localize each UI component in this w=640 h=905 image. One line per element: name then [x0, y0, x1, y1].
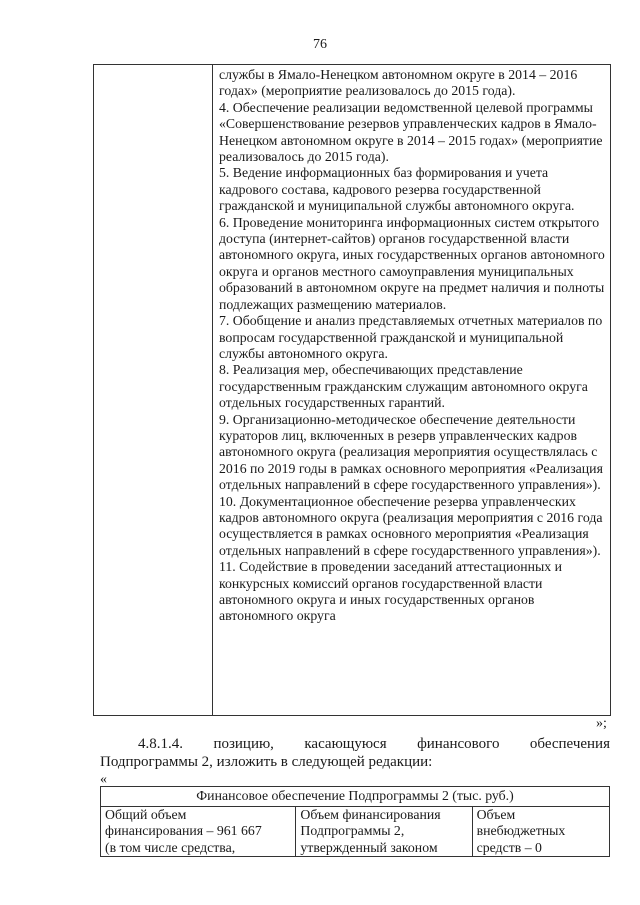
- cell-line: средств – 0: [476, 839, 542, 855]
- cell-line: Общий объем: [105, 806, 187, 822]
- cell-line: Объем: [476, 806, 516, 822]
- amendment-number: 4.8.1.4.: [138, 736, 183, 752]
- finance-table-caption: Финансовое обеспечение Подпрограммы 2 (тыс. руб.): [101, 787, 610, 807]
- amendment-word: позицию,: [213, 736, 274, 752]
- amendment-first-line: [100, 735, 610, 753]
- measure-item: 6. Проведение мониторинга информационных систем открытого доступа (интернет-сайтов) органов государственной власти автономного округа, иных государственных органов автономного округа и органов местного самоуправления муниципальных образований в автономном округе на предмет наличия и полноты подлежащих размещению материалов.: [219, 214, 605, 312]
- amendment-word: финансового: [417, 736, 500, 752]
- cell-line: финансирования – 961 667: [105, 823, 262, 838]
- measure-item: 9. Организационно-методическое обеспечение деятельности кураторов лиц, включенных в резерв управленческих кадров автономного округа (реализация мероприятия осуществлялась с 2016 по 2019 годы в рамках основного мероприятия «Реализация отдельных направлений в сфере государственного управления»).: [219, 411, 603, 493]
- cell-line: Подпрограммы 2,: [300, 823, 405, 838]
- finance-table-caption-row: [101, 787, 610, 807]
- total-funding-cell: [101, 806, 296, 857]
- opening-quote: «: [100, 772, 107, 787]
- measures-list: [219, 67, 609, 625]
- amendment-paragraph: [100, 735, 610, 771]
- measure-item: 8. Реализация мер, обеспечивающих представление государственным гражданским служащим автономного округа отдельных государственных гарантий.: [219, 362, 588, 411]
- amendment-word: касающуюся: [304, 736, 387, 752]
- measures-table: [93, 64, 611, 716]
- table-column-divider: [212, 65, 213, 715]
- finance-table: [100, 786, 610, 857]
- program-funding-cell: [296, 806, 472, 857]
- page-number: 76: [313, 37, 327, 52]
- closing-quote: »;: [596, 716, 607, 731]
- cell-line: внебюджетных: [476, 823, 566, 838]
- amendment-word: обеспечения: [529, 736, 610, 752]
- measure-item: 5. Ведение информационных баз формирования и учета кадрового состава, кадрового резерва государственной гражданской и муниципальной службы автономного округа.: [219, 165, 575, 214]
- measure-item: 7. Обобщение и анализ представляемых отчетных материалов по вопросам государственной гражданской и муниципальной службы автономного округа.: [219, 313, 603, 361]
- cell-line: Объем финансирования: [300, 806, 441, 822]
- measure-item: 10. Документационное обеспечение резерва управленческих кадров автономного округа (реализация мероприятия с 2016 года осуществляется в рамках основного мероприятия «Реализация отдельных направлений в сфере государственного управления»).: [219, 493, 603, 558]
- cell-line: (в том числе средства,: [105, 839, 236, 855]
- extrabudgetary-funding-cell: [472, 806, 609, 857]
- amendment-second-line: Подпрограммы 2, изложить в следующей редакции:: [100, 754, 433, 770]
- measure-item: 4. Обеспечение реализации ведомственной целевой программы «Совершенствование резервов управленческих кадров в Ямало-Ненецком автономном округе в 2014 – 2015 годах» (мероприятие реализовалось до 2015 года).: [219, 99, 603, 165]
- measure-item: 11. Содействие в проведении заседаний аттестационных и конкурсных комиссий органов государственной власти автономного округа и иных государственных органов автономного округа: [219, 559, 563, 624]
- cell-line: утвержденный законом: [300, 839, 438, 855]
- measure-item: службы в Ямало-Ненецком автономном округе в 2014 – 2016 годах» (мероприятие реализовалось до 2015 года).: [219, 67, 578, 99]
- table-row: [101, 806, 610, 857]
